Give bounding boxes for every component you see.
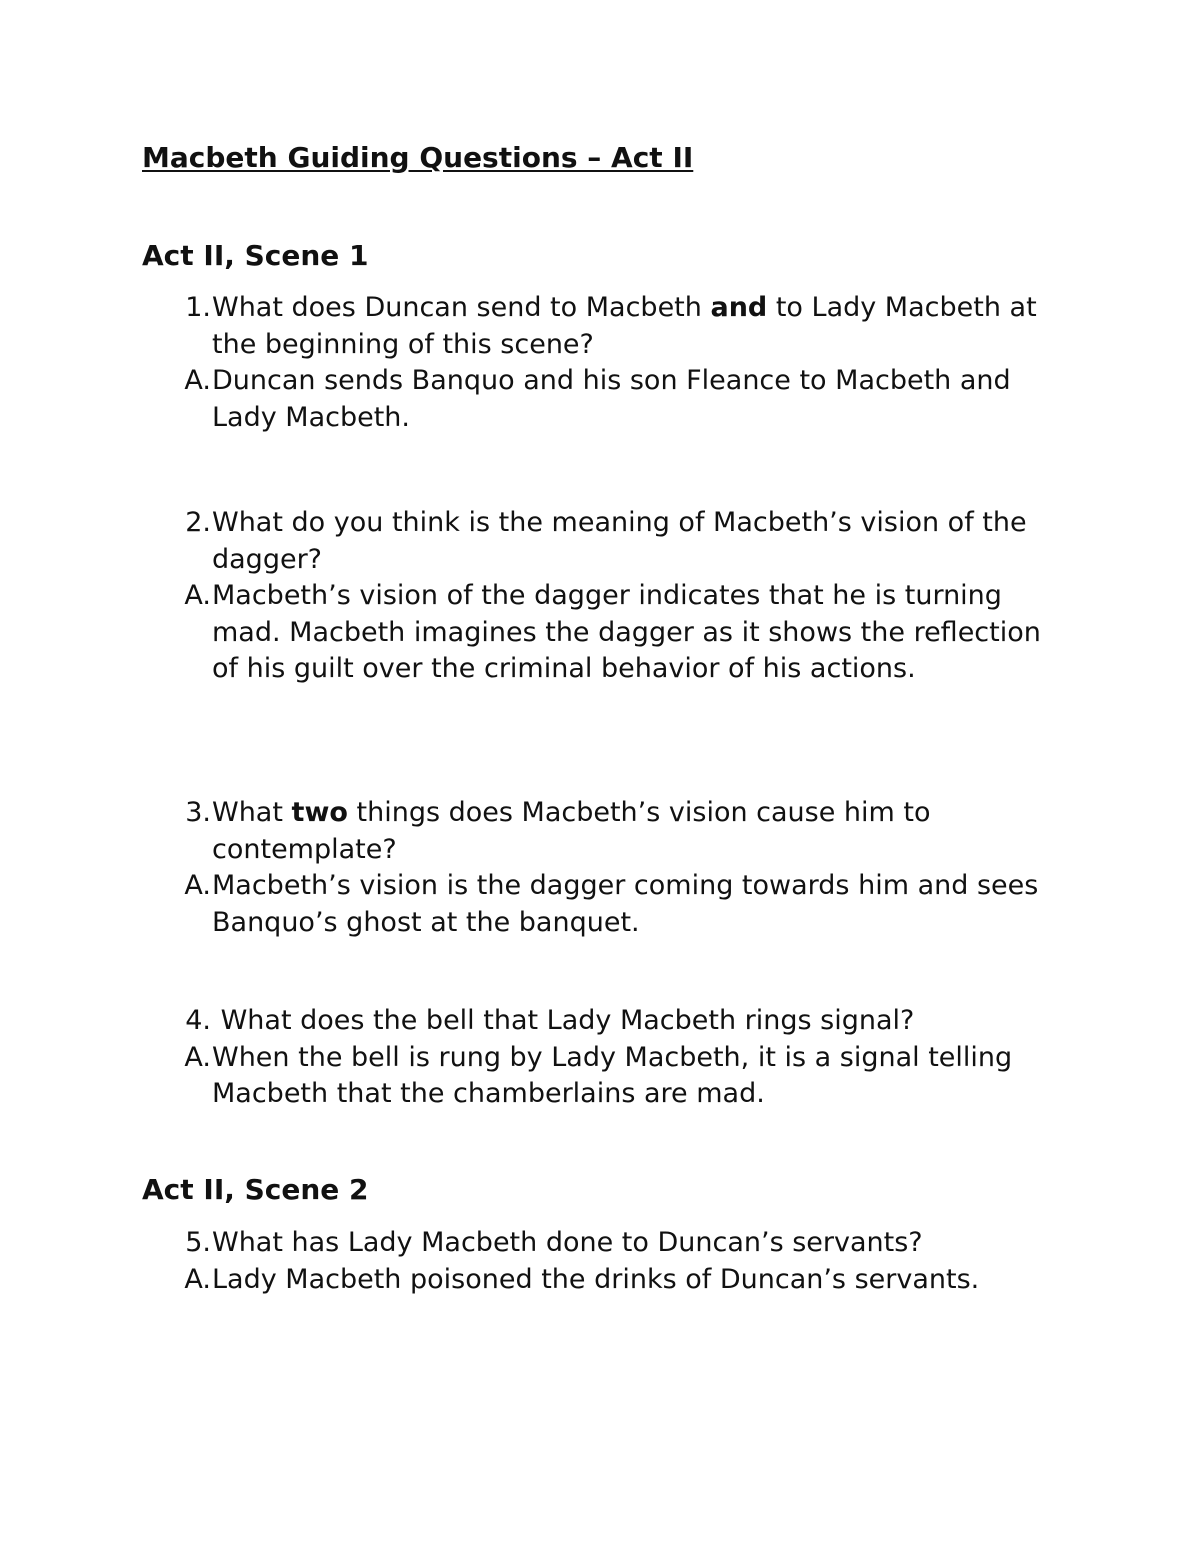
question	[142, 1225, 1072, 1262]
answer-text: Macbeth’s vision of the dagger indicates that he is turning mad. Macbeth imagines the dagger as it shows the reflection of his guilt over the criminal behavior of his actions.	[212, 580, 1050, 685]
question	[142, 1003, 1072, 1040]
question-block-3	[142, 795, 1072, 941]
answer	[142, 578, 1072, 688]
question-text: What do you think is the meaning of Macbeth’s vision of the dagger?	[212, 507, 1036, 575]
question	[142, 290, 1072, 363]
question-number: 4.	[185, 1005, 211, 1036]
question-text: What does Duncan send to Macbeth and to Lady Macbeth at the beginning of this scene?	[212, 292, 1046, 360]
question-block-2	[142, 505, 1072, 688]
question-block-5	[142, 1225, 1072, 1298]
question-number: 1.	[185, 292, 211, 323]
scene-heading: Act II, Scene 2	[142, 1173, 369, 1206]
question-number: 2.	[185, 507, 211, 538]
question-text: What does the bell that Lady Macbeth rings signal?	[212, 1005, 915, 1036]
answer-text: Duncan sends Banquo and his son Fleance to Macbeth and Lady Macbeth.	[212, 365, 1020, 433]
answer-marker: A.	[184, 870, 211, 902]
emphasis: and	[710, 292, 768, 323]
question-number: 3.	[185, 797, 211, 828]
document-title: Macbeth Guiding Questions – Act II	[142, 141, 694, 174]
question-block-1	[142, 290, 1072, 436]
question-text: What two things does Macbeth’s vision cause him to contemplate?	[212, 797, 940, 865]
answer-marker: A.	[184, 365, 211, 397]
answer-text: Macbeth’s vision is the dagger coming towards him and sees Banquo’s ghost at the banquet.	[212, 870, 1047, 938]
answer-marker: A.	[184, 1041, 211, 1073]
answer-text: Lady Macbeth poisoned the drinks of Duncan’s servants.	[212, 1263, 980, 1295]
question	[142, 505, 1072, 578]
answer-text: When the bell is rung by Lady Macbeth, it is a signal telling Macbeth that the chamberlains are mad.	[212, 1041, 1021, 1110]
question-text: What has Lady Macbeth done to Duncan’s servants?	[212, 1227, 923, 1258]
answer-marker: A.	[184, 580, 211, 612]
question-block-4	[142, 1003, 1072, 1113]
answer	[142, 1040, 1072, 1113]
question	[142, 795, 1072, 868]
answer-marker: A.	[184, 1263, 211, 1295]
answer	[142, 1262, 1072, 1299]
scene-heading: Act II, Scene 1	[142, 239, 369, 272]
answer	[142, 363, 1072, 436]
emphasis: two	[291, 797, 348, 828]
answer	[142, 868, 1072, 941]
question-number: 5.	[185, 1227, 211, 1258]
